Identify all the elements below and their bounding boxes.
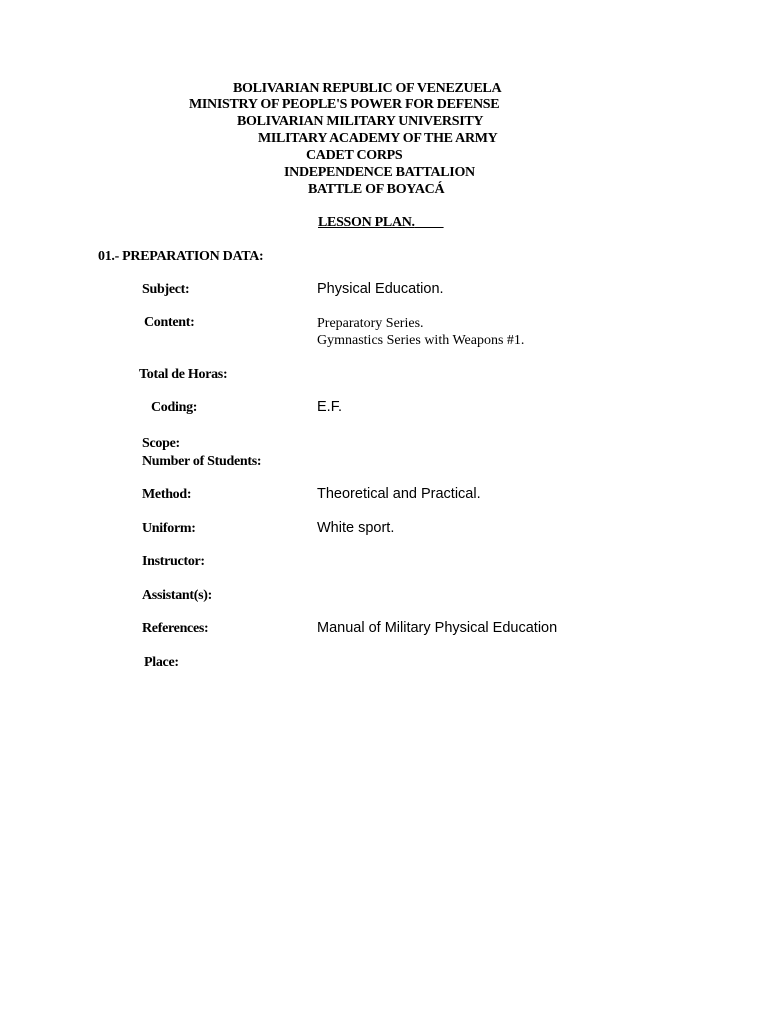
value-subject: Physical Education. [317,281,444,297]
label-subject: Subject: [142,282,190,297]
value-content-line-2: Gymnastics Series with Weapons #1. [317,333,525,348]
label-instructor: Instructor: [142,554,205,569]
label-assistants: Assistant(s): [142,588,212,603]
label-references: References: [142,621,209,636]
header-line-battalion: INDEPENDENCE BATTALION [284,165,475,180]
lesson-plan-title-text: LESSON PLAN. [318,215,415,230]
value-uniform: White sport. [317,520,395,536]
header-line-academy: MILITARY ACADEMY OF THE ARMY [258,131,498,146]
value-references: Manual of Military Physical Education [317,620,558,636]
value-coding: E.F. [317,399,342,415]
value-content-line-1: Preparatory Series. [317,316,424,331]
header-line-ministry: MINISTRY OF PEOPLE'S POWER FOR DEFENSE [189,97,500,112]
label-total-hours: Total de Horas: [139,367,228,382]
header-line-battle: BATTLE OF BOYACÁ [308,182,445,197]
value-method: Theoretical and Practical. [317,486,481,502]
label-uniform: Uniform: [142,521,196,536]
label-place: Place: [144,655,179,670]
header-line-republic: BOLIVARIAN REPUBLIC OF VENEZUELA [233,81,502,96]
section-heading-preparation-data: 01.- PREPARATION DATA: [98,249,264,264]
label-content: Content: [144,315,195,330]
lesson-plan-title-blank [415,215,444,230]
header-line-cadet-corps: CADET CORPS [306,148,403,163]
label-coding: Coding: [151,400,198,415]
header-line-university: BOLIVARIAN MILITARY UNIVERSITY [237,114,484,129]
label-method: Method: [142,487,192,502]
label-scope: Scope: [142,436,180,451]
lesson-plan-title [318,216,444,230]
label-number-of-students: Number of Students: [142,454,262,469]
